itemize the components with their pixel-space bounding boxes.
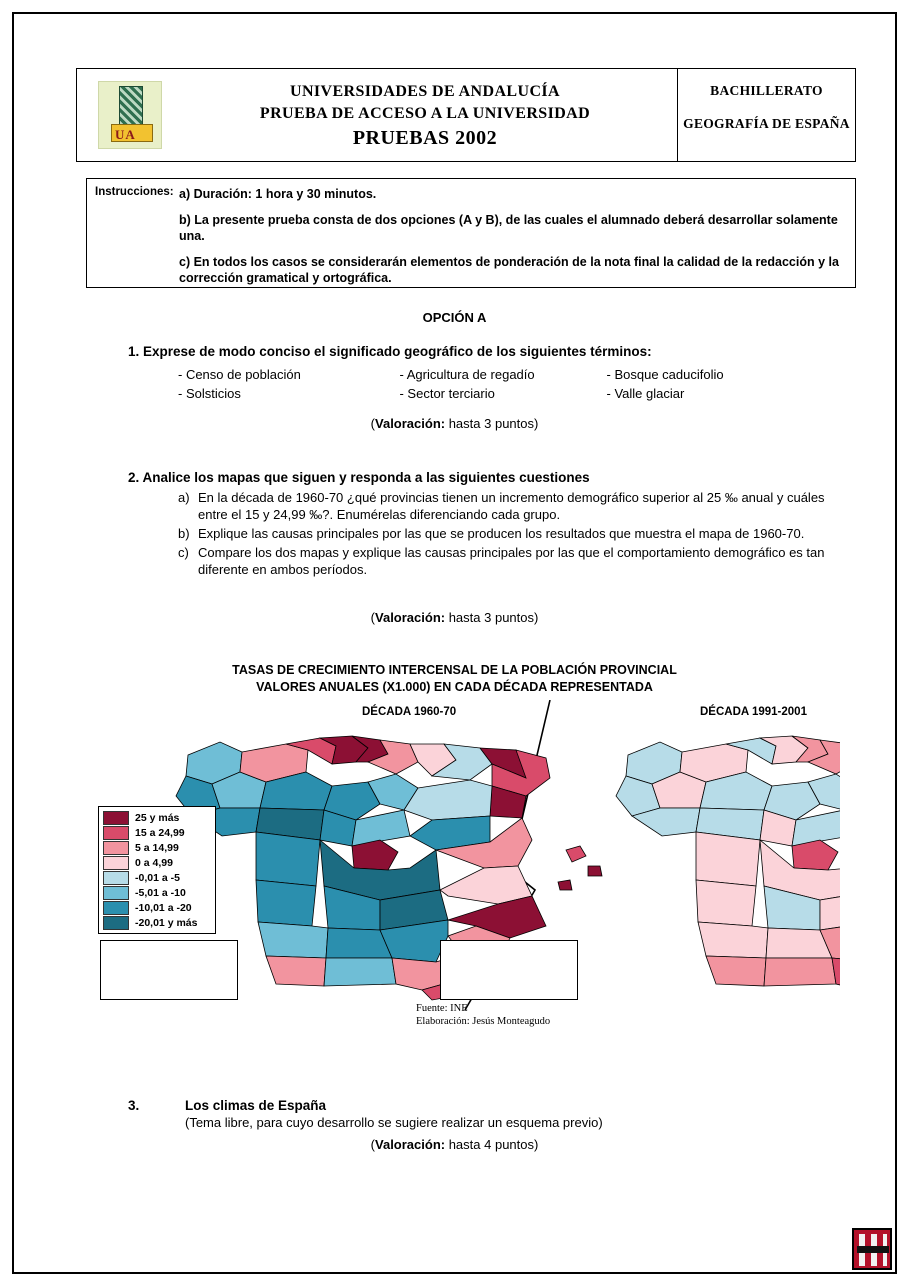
question-1-terms [178, 365, 828, 403]
canary-islands-inset-left [100, 940, 238, 1000]
legend-swatch [103, 886, 129, 900]
legend-label: 0 a 4,99 [135, 856, 173, 869]
document-header [76, 68, 856, 162]
header-subject-block [677, 69, 855, 161]
question-3-heading: Los climas de España [185, 1098, 327, 1113]
term-item: - Sector terciario [399, 386, 495, 401]
header-line3: PRUEBAS 2002 [352, 127, 498, 149]
legend-swatch [103, 811, 129, 825]
question-3-subtitle: (Tema libre, para cuyo desarrollo se sugiere realizar un esquema previo) [185, 1115, 603, 1130]
legend-row [103, 870, 211, 885]
header-title-block [173, 69, 677, 161]
question-3 [128, 1098, 828, 1130]
legend-label: -0,01 a -5 [135, 871, 180, 884]
logo-cell [77, 69, 173, 161]
instruction-item: a) Duración: 1 hora y 30 minutos. [179, 187, 377, 201]
valoracion-open-paren: ( [370, 610, 376, 625]
header-line2: PRUEBA DE ACCESO A LA UNIVERSIDAD [259, 105, 591, 122]
question-2-heading: 2. Analice los mapas que siguen y responda a las siguientes cuestiones [128, 470, 590, 485]
legend-row [103, 840, 211, 855]
item-marker: b) [178, 526, 190, 541]
figure-title [0, 662, 909, 696]
legend-label: 5 a 14,99 [135, 841, 179, 854]
item-text: En la década de 1960-70 ¿qué provincias tienen un incremento demográfico superior al 25 ‰ anual y cuáles entre el 15 y 24,99 ‰?. Enumérelas diferenciando cada grupo. [198, 490, 825, 522]
legend-swatch [103, 916, 129, 930]
legend-swatch [103, 901, 129, 915]
instructions-label: Instrucciones: [95, 186, 174, 198]
university-logo-icon [98, 81, 162, 149]
legend-row [103, 885, 211, 900]
valoracion-open-paren: ( [370, 1137, 376, 1152]
source-line1: Fuente: INE [416, 1003, 468, 1014]
header-subject: GEOGRAFÍA DE ESPAÑA [683, 116, 850, 131]
legend-label: 25 y más [135, 811, 180, 824]
question-3-valoracion [0, 1137, 909, 1152]
question-1-valoracion [0, 416, 909, 431]
valoracion-value: hasta 4 puntos) [445, 1137, 539, 1152]
legend-swatch [103, 856, 129, 870]
question-2-items [178, 489, 838, 578]
figure-source [416, 1002, 550, 1028]
question-1-heading: 1. Exprese de modo conciso el significado geográfico de los siguientes términos: [128, 344, 652, 359]
legend-swatch [103, 841, 129, 855]
official-seal-icon [852, 1228, 892, 1270]
item-marker: a) [178, 490, 190, 505]
terms-row [178, 384, 828, 403]
logo-initials: UA [115, 127, 136, 142]
item-text: Compare los dos mapas y explique las causas principales por las que el comportamiento demográfico es tan diferente en ambos períodos. [198, 545, 825, 577]
question-3-heading-row [128, 1098, 828, 1113]
instruction-item: b) La presente prueba consta de dos opciones (A y B), de las cuales el alumnado deberá desarrollar solamente una. [179, 212, 838, 243]
legend-row [103, 915, 211, 930]
valoracion-label: Valoración: [375, 610, 446, 625]
valoracion-label: Valoración: [375, 1137, 446, 1152]
item-text: Explique las causas principales por las que se producen los resultados que muestra el mapa de 1960-70. [198, 526, 805, 541]
term-item: - Bosque caducifolio [606, 367, 724, 382]
figure-title-line1: TASAS DE CRECIMIENTO INTERCENSAL DE LA POBLACIÓN PROVINCIAL [232, 663, 677, 677]
valoracion-value: hasta 3 puntos) [445, 610, 539, 625]
legend-row [103, 855, 211, 870]
instruction-item: c) En todos los casos se considerarán elementos de ponderación de la nota final la calidad de la redacción y la corrección gramatical y ortográfica. [179, 254, 839, 285]
valoracion-open-paren: ( [370, 416, 376, 431]
term-item: - Agricultura de regadío [399, 367, 535, 382]
source-line2: Elaboración: Jesús Monteagudo [416, 1016, 551, 1027]
legend-swatch [103, 826, 129, 840]
term-item: - Valle glaciar [606, 386, 685, 401]
question-1 [128, 344, 828, 403]
question-2-item [178, 544, 838, 578]
question-2-item [178, 525, 838, 542]
map-right-label: DÉCADA 1991-2001 [700, 706, 807, 718]
map-legend [98, 806, 216, 934]
question-2-valoracion [0, 610, 909, 625]
figure-title-line2: VALORES ANUALES (X1.000) EN CADA DÉCADA REPRESENTADA [256, 680, 653, 694]
question-2-item [178, 489, 838, 523]
legend-row [103, 900, 211, 915]
legend-row [103, 825, 211, 840]
instructions-items [179, 186, 845, 287]
term-item: - Censo de población [178, 367, 301, 382]
legend-row [103, 810, 211, 825]
question-3-number: 3. [128, 1098, 140, 1113]
maps-figure [80, 700, 840, 1030]
legend-label: -10,01 a -20 [135, 901, 192, 914]
term-item: - Solsticios [178, 386, 241, 401]
legend-label: -5,01 a -10 [135, 886, 186, 899]
seal-bar [857, 1246, 889, 1253]
instructions-box [86, 178, 856, 288]
option-title: OPCIÓN A [422, 310, 487, 325]
legend-label: -20,01 y más [135, 916, 198, 929]
item-marker: c) [178, 545, 189, 560]
canary-islands-inset-right [440, 940, 578, 1000]
question-2 [128, 470, 838, 580]
header-line1: UNIVERSIDADES DE ANDALUCÍA [289, 83, 560, 100]
header-level: BACHILLERATO [710, 83, 823, 98]
valoracion-label: Valoración: [375, 416, 446, 431]
legend-swatch [103, 871, 129, 885]
map-left-label: DÉCADA 1960-70 [362, 706, 457, 718]
legend-label: 15 a 24,99 [135, 826, 185, 839]
terms-row [178, 365, 828, 384]
valoracion-value: hasta 3 puntos) [445, 416, 539, 431]
